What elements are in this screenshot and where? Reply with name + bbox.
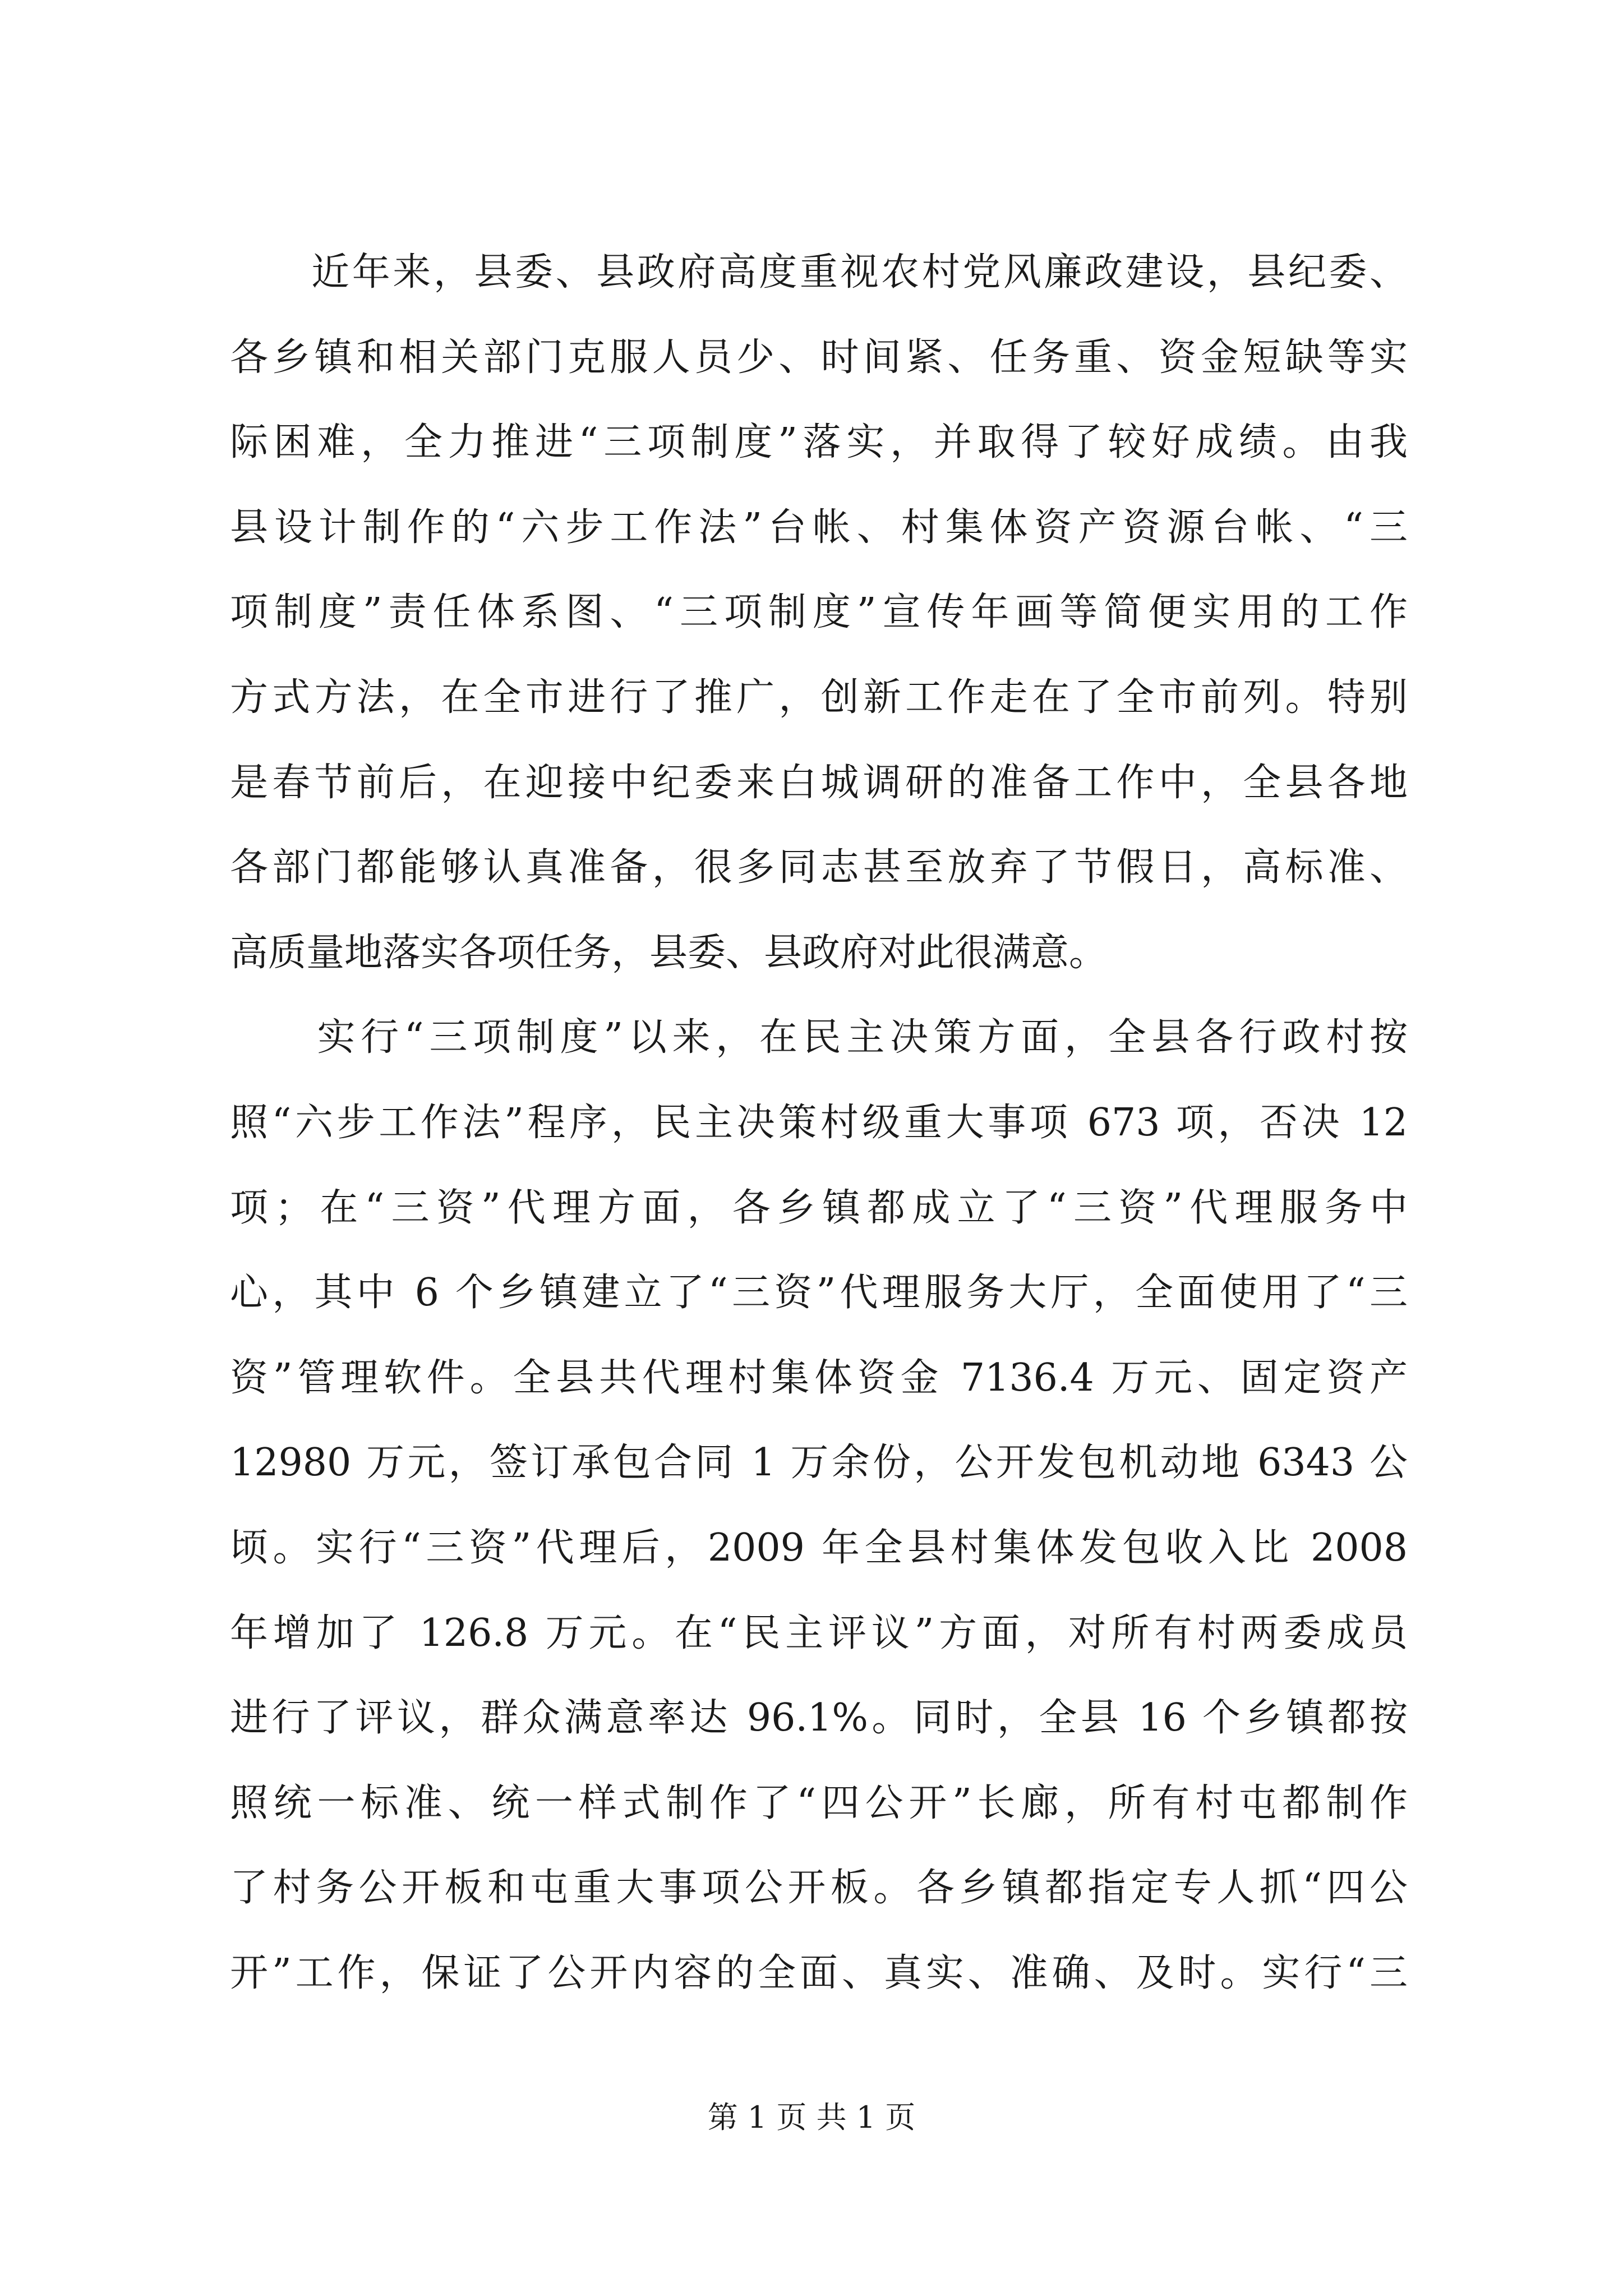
text-line: 实行“三项制度”以来，在民主决策方面，全县各行政村按 (230, 1015, 1408, 1060)
text-line: 照统一标准、统一样式制作了“四公开”长廊，所有村屯都制作 (230, 1780, 1408, 1825)
text-line: 方式方法，在全市进行了推广，创新工作走在了全市前列。特别 (230, 675, 1408, 720)
text-line: 县设计制作的“六步工作法”台帐、村集体资产资源台帐、“三 (230, 505, 1408, 550)
text-line: 12980 万元，签订承包合同 1 万余份，公开发包机动地 6343 公 (230, 1441, 1408, 1485)
text-line: 高质量地落实各项任务，县委、县政府对此很满意。 (230, 930, 1108, 975)
document-body (230, 230, 1408, 2016)
text-line: 各乡镇和相关部门克服人员少、时间紧、任务重、资金短缺等实 (230, 335, 1408, 380)
text-line: 各部门都能够认真准备，很多同志甚至放弃了节假日，高标准、 (230, 845, 1408, 890)
text-line: 际困难，全力推进“三项制度”落实，并取得了较好成绩。由我 (230, 420, 1408, 465)
text-line: 照“六步工作法”程序，民主决策村级重大事项 673 项，否决 12 (230, 1100, 1408, 1145)
text-line: 顷。实行“三资”代理后，2009 年全县村集体发包收入比 2008 (230, 1525, 1408, 1570)
text-line: 年增加了 126.8 万元。在“民主评议”方面，对所有村两委成员 (230, 1611, 1408, 1655)
text-line: 资”管理软件。全县共代理村集体资金 7136.4 万元、固定资产 (230, 1355, 1408, 1400)
text-line: 心，其中 6 个乡镇建立了“三资”代理服务大厅，全面使用了“三 (230, 1271, 1408, 1315)
text-line: 近年来，县委、县政府高度重视农村党风廉政建设，县纪委、 (230, 250, 1408, 295)
text-line: 开”工作，保证了公开内容的全面、真实、准确、及时。实行“三 (230, 1950, 1408, 1995)
text-line: 项制度”责任体系图、“三项制度”宣传年画等简便实用的工作 (230, 590, 1408, 635)
text-line: 是春节前后，在迎接中纪委来白城调研的准备工作中，全县各地 (230, 760, 1408, 805)
text-line: 进行了评议，群众满意率达 96.1%。同时，全县 16 个乡镇都按 (230, 1696, 1408, 1741)
page-footer: 第 1 页 共 1 页 (707, 2100, 916, 2135)
text-line: 项；在“三资”代理方面，各乡镇都成立了“三资”代理服务中 (230, 1185, 1408, 1230)
text-line: 了村务公开板和屯重大事项公开板。各乡镇都指定专人抓“四公 (230, 1866, 1408, 1911)
